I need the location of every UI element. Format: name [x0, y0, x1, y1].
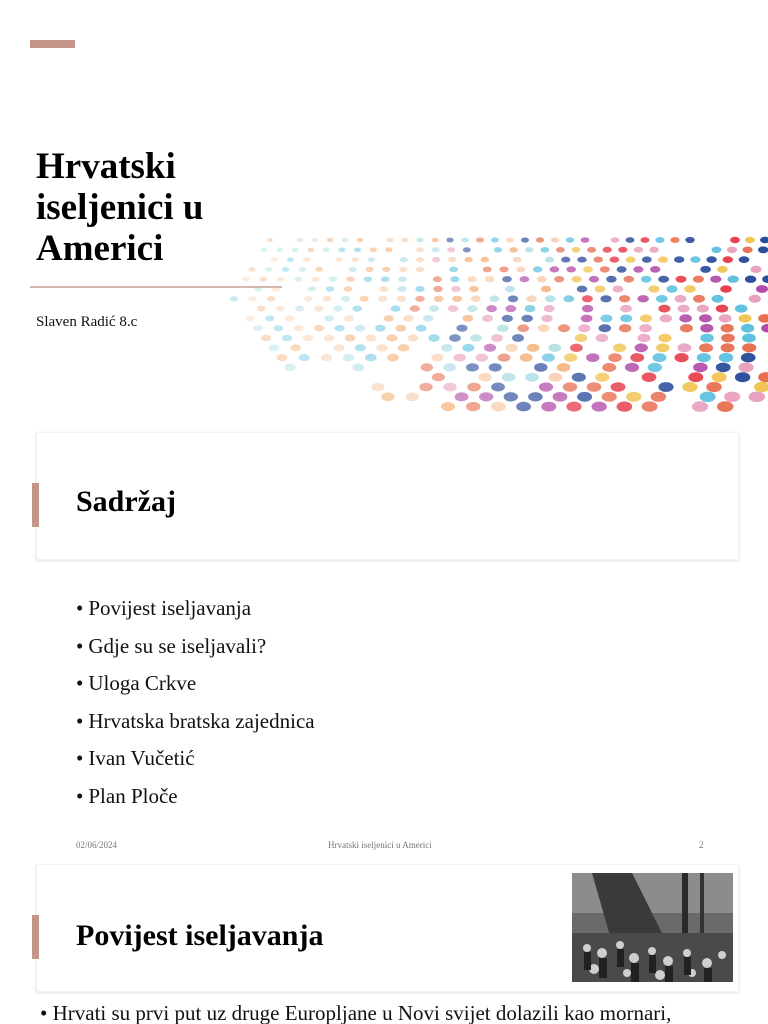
list-item: • Gdje su se iseljavali? [76, 633, 267, 658]
author-subtitle: Slaven Radić 8.c [36, 314, 138, 330]
list-item: • Ivan Vučetić [76, 746, 195, 770]
heading-accent-mark [32, 915, 39, 959]
footer-title: Hrvatski iseljenici u Americi [328, 840, 432, 850]
accent-bar [30, 40, 75, 48]
heading-accent-mark [32, 483, 39, 527]
title-divider [30, 286, 282, 288]
history-slide [0, 864, 768, 1024]
contents-heading: Sadržaj [76, 485, 176, 518]
contents-list [76, 590, 315, 815]
presentation-title: Hrvatski iseljenici u Americi [36, 146, 204, 269]
contents-slide [0, 432, 768, 864]
list-item: • Hrvatska bratska zajednica [76, 708, 315, 733]
footer-page-number: 2 [699, 840, 704, 850]
title-slide [0, 0, 768, 432]
list-item: • Povijest iseljavanja [76, 596, 252, 620]
list-item: • Plan Ploče [76, 783, 178, 808]
historical-photo [572, 873, 733, 982]
footer-date: 02/06/2024 [76, 840, 118, 850]
history-heading: Povijest iseljavanja [76, 919, 324, 952]
list-item: • Uloga Crkve [76, 671, 197, 695]
body-paragraph: • Hrvati su prvi put uz druge Europljane u Novi svijet dolazili kao mornari, [40, 1001, 672, 1024]
